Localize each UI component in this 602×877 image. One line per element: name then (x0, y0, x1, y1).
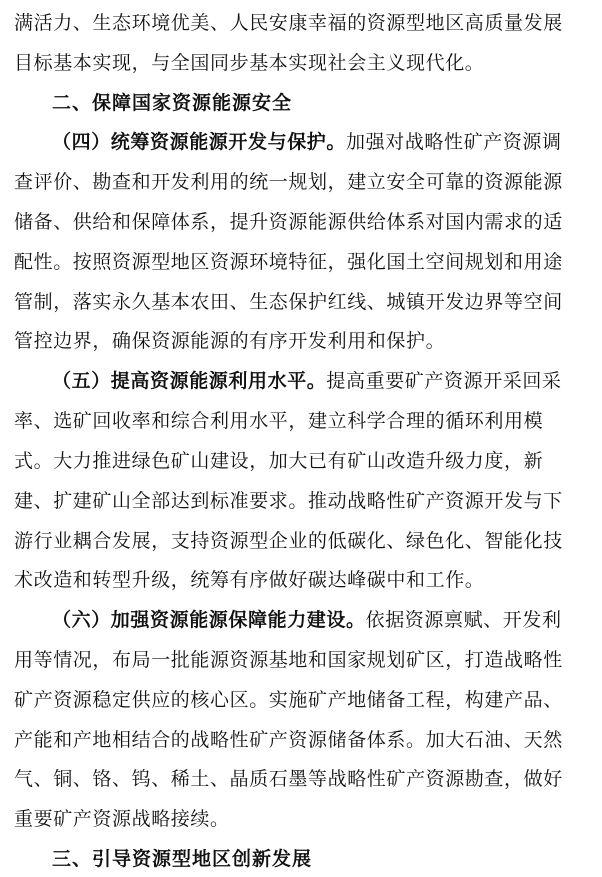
paragraph-line: 储备、供给和保障体系，提升资源能源供给体系对国内需求的适 (14, 211, 563, 233)
paragraph-line: 式。大力推进绿色矿山建设，加大已有矿山改造升级力度，新 (14, 450, 544, 472)
subsection-lead-6: （六）加强资源能源保障能力建设。 (52, 609, 366, 631)
paragraph-line: 管制，落实永久基本农田、生态保护红线、城镇开发边界等空间 (14, 291, 563, 313)
paragraph-line: 目标基本实现，与全国同步基本实现社会主义现代化。 (14, 52, 485, 74)
paragraph-line: 率、选矿回收率和综合利用水平，建立科学合理的循环利用模 (14, 410, 544, 432)
paragraph-line: 矿产资源稳定供应的核心区。实施矿产地储备工程，构建产品、 (14, 689, 563, 711)
paragraph-line: 管控边界，确保资源能源的有序开发利用和保护。 (14, 330, 446, 352)
paragraph-line: 满活力、生态环境优美、人民安康幸福的资源型地区高质量发展 (14, 12, 563, 34)
subsection-lead-4: （四）统筹资源能源开发与保护。 (52, 131, 347, 153)
paragraph-line: 术改造和转型升级，统筹有序做好碳达峰碳中和工作。 (14, 569, 485, 591)
paragraph-text: 提高重要矿产资源开采回采 (326, 370, 562, 392)
subsection-lead-5: （五）提高资源能源利用水平。 (52, 370, 327, 392)
paragraph-line: 重要矿产资源战略接续。 (14, 808, 230, 830)
paragraph-text: 依据资源禀赋、开发利 (365, 609, 562, 631)
paragraph-line: 建、扩建矿山全部达到标准要求。推动战略性矿产资源开发与下 (14, 490, 563, 512)
section-heading-3: 三、引导资源型地区创新发展 (52, 848, 313, 870)
paragraph-line: 查评价、勘查和开发利用的统一规划，建立安全可靠的资源能源 (14, 171, 563, 193)
paragraph-line (52, 607, 590, 633)
paragraph-line (52, 129, 590, 155)
paragraph-line: 用等情况，布局一批能源资源基地和国家规划矿区，打造战略性 (14, 649, 563, 671)
paragraph-line: 配性。按照资源型地区资源环境特征，强化国土空间规划和用途 (14, 251, 563, 273)
paragraph-line (52, 368, 590, 394)
paragraph-line: 气、铜、铬、钨、稀土、晶质石墨等战略性矿产资源勘查，做好 (14, 768, 563, 790)
paragraph-line: 产能和产地相结合的战略性矿产资源储备体系。加大石油、天然 (14, 729, 563, 751)
paragraph-text: 加强对战略性矿产资源调 (346, 131, 562, 153)
paragraph-line: 游行业耦合发展，支持资源型企业的低碳化、绿色化、智能化技 (14, 530, 563, 552)
section-heading-2: 二、保障国家资源能源安全 (52, 92, 293, 114)
